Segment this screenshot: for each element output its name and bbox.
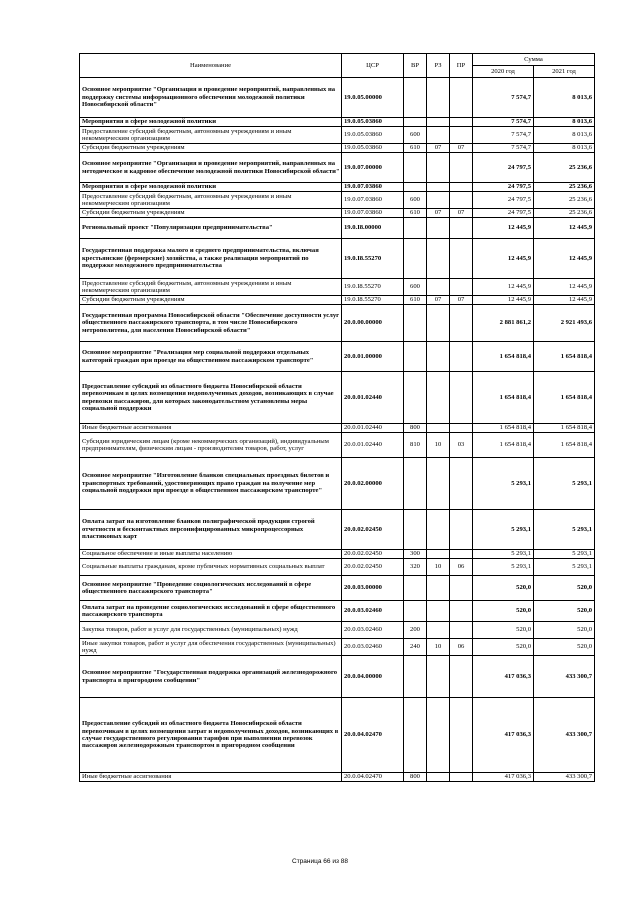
row-name: Предоставление субсидий бюджетным, автономным учреждениям и иным некоммерческим организациям [80, 279, 342, 296]
row-rz: 10 [427, 433, 450, 458]
table-row [80, 127, 595, 144]
row-vr [404, 576, 427, 601]
table-row [80, 305, 595, 342]
row-pr [450, 424, 473, 433]
row-csr: 20.0.01.02440 [342, 372, 404, 424]
table-row [80, 78, 595, 118]
row-pr: 06 [450, 639, 473, 656]
row-csr: 19.0.07.03860 [342, 192, 404, 209]
row-pr [450, 342, 473, 372]
row-vr: 800 [404, 424, 427, 433]
row-vr: 610 [404, 296, 427, 305]
row-rz [427, 118, 450, 127]
row-sum-2021: 12 445,9 [534, 279, 595, 296]
row-pr: 06 [450, 559, 473, 576]
row-name: Предоставление субсидий бюджетным, автономным учреждениям и иным некоммерческим организациям [80, 192, 342, 209]
row-vr [404, 183, 427, 192]
row-csr: 20.0.01.02440 [342, 424, 404, 433]
row-sum-2021: 520,0 [534, 601, 595, 622]
row-sum-2020: 5 293,1 [473, 458, 534, 510]
row-vr [404, 153, 427, 183]
row-sum-2021: 433 300,7 [534, 773, 595, 782]
row-sum-2020: 12 445,9 [473, 296, 534, 305]
row-vr [404, 458, 427, 510]
header-year-2021: 2021 год [534, 66, 595, 78]
row-pr [450, 656, 473, 698]
row-csr: 19.0.07.03860 [342, 183, 404, 192]
row-sum-2021: 1 654 818,4 [534, 372, 595, 424]
row-rz: 10 [427, 559, 450, 576]
row-csr: 20.0.02.02450 [342, 559, 404, 576]
budget-table [79, 53, 595, 782]
budget-table-container [79, 53, 594, 782]
row-rz [427, 698, 450, 773]
row-sum-2021: 5 293,1 [534, 559, 595, 576]
row-sum-2020: 520,0 [473, 601, 534, 622]
row-name: Социальные выплаты гражданам, кроме публичных нормативных социальных выплат [80, 559, 342, 576]
row-vr: 610 [404, 209, 427, 218]
row-rz [427, 622, 450, 639]
row-name: Предоставление субсидий из областного бюджета Новосибирской области перевозчикам в целях возмещения недополученных доходов, возникающих в случае перевозки пассажиров, для которых законодательством установлены меры социальной поддержки [80, 372, 342, 424]
header-vr: ВР [404, 54, 427, 78]
row-name: Закупка товаров, работ и услуг для государственных (муниципальных) нужд [80, 622, 342, 639]
row-vr: 610 [404, 144, 427, 153]
row-vr [404, 698, 427, 773]
row-sum-2020: 520,0 [473, 622, 534, 639]
row-name: Субсидии юридическим лицам (кроме некоммерческих организаций), индивидуальным предпринимателям, физическим лицам - производителям товаров, работ, услуг [80, 433, 342, 458]
header-pr: ПР [450, 54, 473, 78]
row-name: Предоставление субсидий из областного бюджета Новосибирской области перевозчикам в целях возмещения затрат и недополученных доходов, возникающих в случае государственного регулирования тарифов при выполнении перевозок пассажиров железнодорожным транспортом в пригородном сообщении [80, 698, 342, 773]
row-vr: 240 [404, 639, 427, 656]
row-csr: 20.0.02.00000 [342, 458, 404, 510]
row-pr [450, 698, 473, 773]
row-rz: 07 [427, 296, 450, 305]
row-name: Иные бюджетные ассигнования [80, 773, 342, 782]
row-vr: 600 [404, 279, 427, 296]
row-sum-2020: 520,0 [473, 639, 534, 656]
table-row [80, 192, 595, 209]
table-row [80, 118, 595, 127]
row-name: Основное мероприятие "Реализация мер социальной поддержки отдельных категорий граждан при проезде на общественном пассажирском транспорте" [80, 342, 342, 372]
row-csr: 20.0.04.00000 [342, 656, 404, 698]
row-sum-2020: 12 445,9 [473, 239, 534, 279]
row-name: Мероприятия в сфере молодежной политики [80, 183, 342, 192]
row-sum-2020: 417 036,3 [473, 698, 534, 773]
row-pr: 07 [450, 144, 473, 153]
row-vr: 320 [404, 559, 427, 576]
table-body [80, 78, 595, 782]
row-csr: 20.0.04.02470 [342, 773, 404, 782]
row-rz [427, 192, 450, 209]
row-pr [450, 153, 473, 183]
row-rz [427, 510, 450, 550]
row-sum-2021: 5 293,1 [534, 550, 595, 559]
table-row [80, 372, 595, 424]
row-rz [427, 342, 450, 372]
row-sum-2021: 1 654 818,4 [534, 433, 595, 458]
row-sum-2020: 1 654 818,4 [473, 424, 534, 433]
row-sum-2020: 417 036,3 [473, 656, 534, 698]
row-sum-2021: 12 445,9 [534, 218, 595, 239]
row-rz: 07 [427, 209, 450, 218]
row-vr: 300 [404, 550, 427, 559]
row-sum-2020: 1 654 818,4 [473, 372, 534, 424]
table-row [80, 296, 595, 305]
row-name: Государственная поддержка малого и среднего предпринимательства, включая крестьянские (фермерские) хозяйства, а также реализация мероприятий по поддержке молодежного предпринимательства [80, 239, 342, 279]
row-sum-2020: 24 797,5 [473, 209, 534, 218]
table-row [80, 342, 595, 372]
table-row [80, 601, 595, 622]
table-row [80, 550, 595, 559]
row-sum-2020: 12 445,9 [473, 279, 534, 296]
row-csr: 19.0.05.03860 [342, 127, 404, 144]
row-name: Мероприятия в сфере молодежной политики [80, 118, 342, 127]
table-row [80, 510, 595, 550]
row-rz [427, 601, 450, 622]
row-pr [450, 118, 473, 127]
row-csr: 20.0.01.00000 [342, 342, 404, 372]
row-sum-2021: 25 236,6 [534, 209, 595, 218]
row-sum-2021: 8 013,6 [534, 118, 595, 127]
row-sum-2021: 1 654 818,4 [534, 342, 595, 372]
row-sum-2021: 2 921 493,6 [534, 305, 595, 342]
row-csr: 19.0.I8.55270 [342, 296, 404, 305]
row-csr: 20.0.04.02470 [342, 698, 404, 773]
row-vr: 810 [404, 433, 427, 458]
page-footer: Страница 66 из 88 [292, 858, 348, 865]
table-row [80, 144, 595, 153]
row-sum-2021: 520,0 [534, 639, 595, 656]
row-rz [427, 183, 450, 192]
table-row [80, 458, 595, 510]
row-sum-2020: 520,0 [473, 576, 534, 601]
row-name: Иные бюджетные ассигнования [80, 424, 342, 433]
table-row [80, 698, 595, 773]
row-rz [427, 78, 450, 118]
table-row [80, 153, 595, 183]
row-name: Субсидии бюджетным учреждениям [80, 144, 342, 153]
row-vr [404, 118, 427, 127]
row-name: Субсидии бюджетным учреждениям [80, 296, 342, 305]
row-rz [427, 239, 450, 279]
row-rz [427, 550, 450, 559]
row-sum-2020: 5 293,1 [473, 550, 534, 559]
row-csr: 19.0.05.03860 [342, 144, 404, 153]
row-sum-2020: 1 654 818,4 [473, 342, 534, 372]
row-name: Иные закупки товаров, работ и услуг для обеспечения государственных (муниципальных) нужд [80, 639, 342, 656]
row-sum-2021: 12 445,9 [534, 296, 595, 305]
row-name: Основное мероприятие "Государственная поддержка организаций железнодорожного транспорта в пригородном сообщении" [80, 656, 342, 698]
row-sum-2020: 24 797,5 [473, 192, 534, 209]
table-row [80, 639, 595, 656]
row-name: Оплата затрат на проведение социологических исследований в сфере общественного пассажирского транспорта [80, 601, 342, 622]
row-sum-2021: 5 293,1 [534, 458, 595, 510]
row-csr: 20.0.03.02460 [342, 601, 404, 622]
table-row [80, 218, 595, 239]
table-row [80, 656, 595, 698]
row-sum-2021: 520,0 [534, 576, 595, 601]
row-pr [450, 239, 473, 279]
row-csr: 19.0.05.03860 [342, 118, 404, 127]
row-rz: 07 [427, 144, 450, 153]
table-row [80, 424, 595, 433]
row-pr [450, 218, 473, 239]
row-vr [404, 510, 427, 550]
row-name: Основное мероприятие "Организация и проведение мероприятий, направленных на поддержку системы информационного обеспечения молодежной политики Новосибирской области" [80, 78, 342, 118]
row-name: Основное мероприятие "Организация и проведение мероприятий, направленных на методическое и кадровое обеспечение молодежной политики Новосибирской области" [80, 153, 342, 183]
row-sum-2020: 24 797,5 [473, 183, 534, 192]
table-row [80, 622, 595, 639]
table-row [80, 433, 595, 458]
row-rz [427, 279, 450, 296]
row-sum-2021: 520,0 [534, 622, 595, 639]
row-csr: 20.0.01.02440 [342, 433, 404, 458]
row-vr [404, 78, 427, 118]
row-sum-2021: 5 293,1 [534, 510, 595, 550]
row-csr: 19.0.07.00000 [342, 153, 404, 183]
row-csr: 20.0.00.00000 [342, 305, 404, 342]
table-row [80, 183, 595, 192]
row-sum-2021: 12 445,9 [534, 239, 595, 279]
row-pr [450, 458, 473, 510]
header-name: Наименование [80, 54, 342, 78]
row-vr: 200 [404, 622, 427, 639]
row-csr: 19.0.I8.55270 [342, 279, 404, 296]
row-pr [450, 510, 473, 550]
row-pr [450, 78, 473, 118]
row-sum-2020: 7 574,7 [473, 127, 534, 144]
row-pr [450, 192, 473, 209]
row-sum-2020: 24 797,5 [473, 153, 534, 183]
header-year-2020: 2020 год [473, 66, 534, 78]
table-row [80, 559, 595, 576]
row-vr [404, 342, 427, 372]
row-sum-2020: 5 293,1 [473, 510, 534, 550]
row-rz [427, 458, 450, 510]
table-row [80, 279, 595, 296]
row-rz [427, 576, 450, 601]
row-name: Региональный проект "Популяризация предпринимательства" [80, 218, 342, 239]
row-vr: 600 [404, 127, 427, 144]
row-sum-2021: 25 236,6 [534, 153, 595, 183]
row-vr [404, 239, 427, 279]
row-vr [404, 601, 427, 622]
row-csr: 20.0.03.02460 [342, 639, 404, 656]
row-sum-2021: 433 300,7 [534, 698, 595, 773]
header-sum: Сумма [473, 54, 595, 66]
row-csr: 20.0.03.02460 [342, 622, 404, 639]
row-vr: 600 [404, 192, 427, 209]
row-name: Социальное обеспечение и иные выплаты населению [80, 550, 342, 559]
row-pr [450, 305, 473, 342]
row-csr: 20.0.02.02450 [342, 510, 404, 550]
row-sum-2020: 1 654 818,4 [473, 433, 534, 458]
row-pr: 07 [450, 296, 473, 305]
table-row [80, 773, 595, 782]
row-sum-2021: 8 013,6 [534, 78, 595, 118]
row-rz [427, 424, 450, 433]
row-rz: 10 [427, 639, 450, 656]
row-sum-2021: 8 013,6 [534, 127, 595, 144]
row-rz [427, 127, 450, 144]
row-name: Субсидии бюджетным учреждениям [80, 209, 342, 218]
row-rz [427, 656, 450, 698]
row-csr: 19.0.I8.00000 [342, 218, 404, 239]
row-sum-2021: 433 300,7 [534, 656, 595, 698]
row-sum-2020: 7 574,7 [473, 118, 534, 127]
row-name: Основное мероприятие "Проведение социологических исследований в сфере общественного пассажирского транспорта" [80, 576, 342, 601]
row-rz [427, 153, 450, 183]
row-pr [450, 576, 473, 601]
table-row [80, 239, 595, 279]
row-sum-2020: 5 293,1 [473, 559, 534, 576]
row-pr [450, 773, 473, 782]
row-name: Государственная программа Новосибирской области "Обеспечение доступности услуг общественного пассажирского транспорта, в том числе Новосибирского метрополитена, для населения Новосибирской области" [80, 305, 342, 342]
row-sum-2021: 25 236,6 [534, 183, 595, 192]
row-vr [404, 372, 427, 424]
header-rz: РЗ [427, 54, 450, 78]
row-pr [450, 183, 473, 192]
row-rz [427, 773, 450, 782]
row-sum-2021: 25 236,6 [534, 192, 595, 209]
row-pr [450, 622, 473, 639]
row-pr [450, 279, 473, 296]
row-sum-2021: 8 013,6 [534, 144, 595, 153]
row-vr [404, 656, 427, 698]
row-pr [450, 127, 473, 144]
row-rz [427, 305, 450, 342]
row-rz [427, 372, 450, 424]
row-csr: 19.0.05.00000 [342, 78, 404, 118]
row-sum-2020: 7 574,7 [473, 144, 534, 153]
row-csr: 20.0.03.00000 [342, 576, 404, 601]
row-pr: 07 [450, 209, 473, 218]
row-name: Основное мероприятие "Изготовление бланков специальных проездных билетов и транспортных требований, удостоверяющих право граждан на получение мер социальной поддержки при проезде в общественном пассажирском транспорте" [80, 458, 342, 510]
row-csr: 20.0.02.02450 [342, 550, 404, 559]
row-vr [404, 305, 427, 342]
row-sum-2020: 7 574,7 [473, 78, 534, 118]
row-name: Предоставление субсидий бюджетным, автономным учреждениям и иным некоммерческим организациям [80, 127, 342, 144]
row-sum-2020: 12 445,9 [473, 218, 534, 239]
table-row [80, 576, 595, 601]
row-pr [450, 372, 473, 424]
row-pr: 03 [450, 433, 473, 458]
row-rz [427, 218, 450, 239]
row-csr: 19.0.I8.55270 [342, 239, 404, 279]
row-pr [450, 601, 473, 622]
row-sum-2020: 417 036,3 [473, 773, 534, 782]
row-sum-2021: 1 654 818,4 [534, 424, 595, 433]
row-pr [450, 550, 473, 559]
row-vr [404, 218, 427, 239]
row-sum-2020: 2 881 861,2 [473, 305, 534, 342]
row-name: Оплата затрат на изготовление бланков полиграфической продукции строгой отчетности и бесконтактных персонифицированных микропроцессорных пластиковых карт [80, 510, 342, 550]
row-csr: 19.0.07.03860 [342, 209, 404, 218]
header-csr: ЦСР [342, 54, 404, 78]
table-row [80, 209, 595, 218]
row-vr: 800 [404, 773, 427, 782]
